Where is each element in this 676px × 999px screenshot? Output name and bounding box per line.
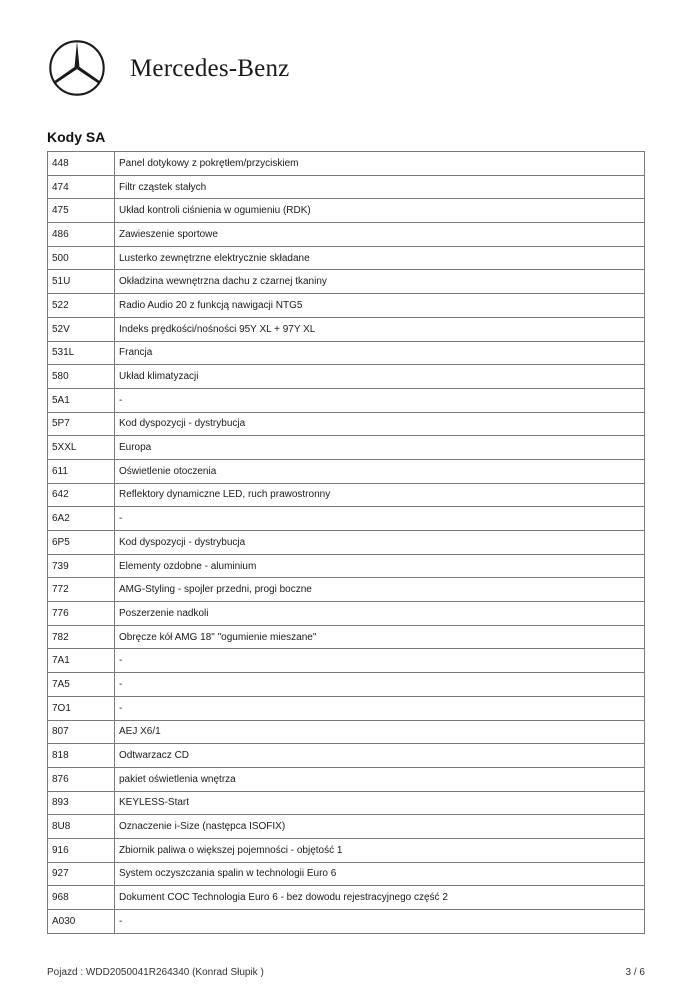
sa-code: 876 — [48, 767, 115, 791]
sa-description: Dokument COC Technologia Euro 6 - bez dowodu rejestracyjnego część 2 — [115, 886, 645, 910]
table-row — [48, 862, 645, 886]
vehicle-info: Pojazd : WDD2050041R264340 (Konrad Słupik ) — [47, 967, 264, 978]
sa-code: 52V — [48, 317, 115, 341]
sa-code: 7A5 — [48, 673, 115, 697]
table-row — [48, 412, 645, 436]
sa-description: Elementy ozdobne - aluminium — [115, 554, 645, 578]
sa-description: Zbiornik paliwa o większej pojemności - objętość 1 — [115, 838, 645, 862]
sa-description: Oznaczenie i-Size (następca ISOFIX) — [115, 815, 645, 839]
sa-description: Reflektory dynamiczne LED, ruch prawostronny — [115, 483, 645, 507]
table-row — [48, 365, 645, 389]
table-row — [48, 744, 645, 768]
table-row — [48, 483, 645, 507]
sa-code: 5XXL — [48, 436, 115, 460]
sa-code: 448 — [48, 152, 115, 176]
sa-description: AEJ X6/1 — [115, 720, 645, 744]
sa-code: 6A2 — [48, 507, 115, 531]
sa-description: Układ kontroli ciśnienia w ogumieniu (RDK) — [115, 199, 645, 223]
sa-description: Europa — [115, 436, 645, 460]
sa-code: A030 — [48, 910, 115, 934]
table-row — [48, 341, 645, 365]
sa-description: - — [115, 673, 645, 697]
table-row — [48, 317, 645, 341]
sa-code: 5P7 — [48, 412, 115, 436]
sa-description: Lusterko zewnętrzne elektrycznie składane — [115, 246, 645, 270]
sa-code: 968 — [48, 886, 115, 910]
table-row — [48, 223, 645, 247]
table-row — [48, 459, 645, 483]
sa-description: Układ klimatyzacji — [115, 365, 645, 389]
sa-codes-table-body — [48, 152, 645, 934]
table-row — [48, 815, 645, 839]
sa-description: Kod dyspozycji - dystrybucja — [115, 412, 645, 436]
sa-code: 7O1 — [48, 696, 115, 720]
sa-description: - — [115, 388, 645, 412]
table-row — [48, 767, 645, 791]
sa-code: 893 — [48, 791, 115, 815]
sa-description: Indeks prędkości/nośności 95Y XL + 97Y XL — [115, 317, 645, 341]
table-row — [48, 436, 645, 460]
sa-code: 776 — [48, 602, 115, 626]
table-row — [48, 294, 645, 318]
page-number: 3 / 6 — [625, 967, 645, 978]
section-title: Kody SA — [47, 129, 106, 145]
sa-code: 807 — [48, 720, 115, 744]
sa-description: - — [115, 649, 645, 673]
sa-code: 486 — [48, 223, 115, 247]
sa-description: Kod dyspozycji - dystrybucja — [115, 531, 645, 555]
table-row — [48, 246, 645, 270]
sa-description: KEYLESS-Start — [115, 791, 645, 815]
sa-description: Oświetlenie otoczenia — [115, 459, 645, 483]
sa-codes-table — [47, 151, 645, 934]
sa-description: System oczyszczania spalin w technologii Euro 6 — [115, 862, 645, 886]
table-row — [48, 152, 645, 176]
table-row — [48, 175, 645, 199]
sa-description: pakiet oświetlenia wnętrza — [115, 767, 645, 791]
sa-description: Zawieszenie sportowe — [115, 223, 645, 247]
table-row — [48, 270, 645, 294]
sa-code: 580 — [48, 365, 115, 389]
sa-code: 927 — [48, 862, 115, 886]
sa-description: Odtwarzacz CD — [115, 744, 645, 768]
sa-description: AMG-Styling - spojler przedni, progi boczne — [115, 578, 645, 602]
sa-code: 818 — [48, 744, 115, 768]
table-row — [48, 554, 645, 578]
sa-code: 6P5 — [48, 531, 115, 555]
sa-description: Poszerzenie nadkoli — [115, 602, 645, 626]
table-row — [48, 199, 645, 223]
sa-code: 5A1 — [48, 388, 115, 412]
sa-code: 782 — [48, 625, 115, 649]
table-row — [48, 578, 645, 602]
sa-code: 531L — [48, 341, 115, 365]
table-row — [48, 910, 645, 934]
table-row — [48, 388, 645, 412]
mercedes-star-icon — [48, 39, 106, 97]
table-row — [48, 531, 645, 555]
table-row — [48, 791, 645, 815]
sa-description: Panel dotykowy z pokrętłem/przyciskiem — [115, 152, 645, 176]
sa-description: Radio Audio 20 z funkcją nawigacji NTG5 — [115, 294, 645, 318]
sa-description: Filtr cząstek stałych — [115, 175, 645, 199]
sa-description: - — [115, 696, 645, 720]
sa-description: Obręcze kół AMG 18" "ogumienie mieszane" — [115, 625, 645, 649]
sa-code: 916 — [48, 838, 115, 862]
sa-code: 500 — [48, 246, 115, 270]
sa-code: 642 — [48, 483, 115, 507]
table-row — [48, 625, 645, 649]
table-row — [48, 838, 645, 862]
table-row — [48, 886, 645, 910]
table-row — [48, 720, 645, 744]
sa-code: 739 — [48, 554, 115, 578]
table-row — [48, 507, 645, 531]
table-row — [48, 602, 645, 626]
sa-code: 772 — [48, 578, 115, 602]
sa-code: 7A1 — [48, 649, 115, 673]
sa-description: - — [115, 910, 645, 934]
sa-description: Francja — [115, 341, 645, 365]
brand-name: Mercedes-Benz — [130, 55, 290, 82]
sa-code: 474 — [48, 175, 115, 199]
sa-description: - — [115, 507, 645, 531]
table-row — [48, 673, 645, 697]
sa-description: Okładzina wewnętrzna dachu z czarnej tkaniny — [115, 270, 645, 294]
page-header — [48, 36, 289, 100]
sa-code: 8U8 — [48, 815, 115, 839]
sa-code: 51U — [48, 270, 115, 294]
sa-code: 475 — [48, 199, 115, 223]
sa-code: 522 — [48, 294, 115, 318]
sa-code: 611 — [48, 459, 115, 483]
table-row — [48, 696, 645, 720]
table-row — [48, 649, 645, 673]
